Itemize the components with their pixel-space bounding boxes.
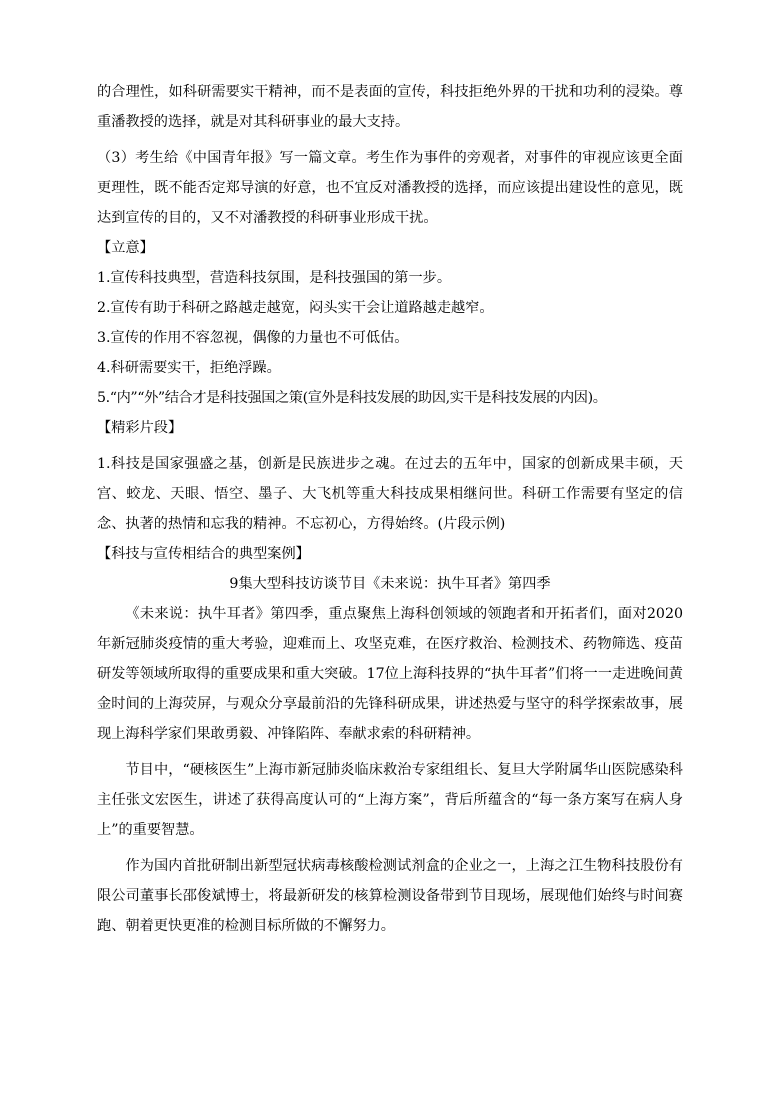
heading-cases: 【科技与宣传相结合的典型案例】 (97, 546, 310, 562)
jingcai-item-1: 1.科技是国家强盛之基，创新是民族进步之魂。在过去的五年中，国家的创新成果丰硕，天宫、蛟龙、天眼、悟空、墨子、大飞机等重大科技成果相继问世。科研工作需要有坚定的信念、执著的热情和忘我的精神。不忘初心，方得始终。(片段示例) (97, 456, 683, 532)
document-content (97, 77, 683, 941)
liyi-item-3: 3.宣传的作用不容忽视，偶像的力量也不可低估。 (97, 330, 409, 346)
liyi-item-5: 5.“内”“外”结合才是科技强国之策(宣外是科技发展的助因,实干是科技发展的内因)。 (97, 390, 607, 406)
case-paragraph-3: 作为国内首批研制出新型冠状病毒核酸检测试剂盒的企业之一，上海之江生物科技股份有限公司董事长邵俊斌博士，将最新研发的核算检测设备带到节目现场，展现他们始终与时间赛跑、朝着更快更准的检测目标所做的不懈努力。 (97, 858, 683, 934)
case-paragraph-1: 《未来说：执牛耳者》第四季，重点聚焦上海科创领域的领跑者和开拓者们，面对2020年新冠肺炎疫情的重大考验，迎难而上、攻坚克难，在医疗救治、检测技术、药物筛选、疫苗研发等领域所取得的重要成果和重大突破。17位上海科技界的“执牛耳者”们将一一走进晚间黄金时间的上海荧屏，与观众分享最前沿的先锋科研成果，讲述热爱与坚守的科学探索故事，展现上海科学家们果敢勇毅、冲锋陷阵、奉献求索的科研精神。 (97, 606, 683, 742)
case-paragraph-2: 节目中，“硬核医生”上海市新冠肺炎临床救治专家组组长、复旦大学附属华山医院感染科主任张文宏医生，讲述了获得高度认可的“上海方案”，背后所蕴含的“每一条方案写在病人身上”的重要智慧。 (97, 762, 683, 838)
paragraph-point-3: （3）考生给《中国青年报》写一篇文章。考生作为事件的旁观者，对事件的审视应该更全面更理性，既不能否定郑导演的好意，也不宜反对潘教授的选择，而应该提出建设性的意见，既达到宣传的目的，又不对潘教授的科研事业形成干扰。 (97, 150, 683, 226)
liyi-item-2: 2.宣传有助于科研之路越走越宽，闷头实干会让道路越走越窄。 (97, 300, 494, 316)
heading-liyi: 【立意】 (97, 240, 154, 256)
liyi-item-4: 4.科研需要实干，拒绝浮躁。 (97, 360, 281, 376)
case-title: 9集大型科技访谈节目《未来说：执牛耳者》第四季 (229, 576, 551, 592)
liyi-item-1: 1.宣传科技典型，营造科技氛围，是科技强国的第一步。 (97, 270, 452, 286)
paragraph-continuation: 的合理性，如科研需要实干精神，而不是表面的宣传，科技拒绝外界的干扰和功利的浸染。尊重潘教授的选择，就是对其科研事业的最大支持。 (97, 84, 683, 130)
heading-jingcai: 【精彩片段】 (97, 420, 183, 436)
